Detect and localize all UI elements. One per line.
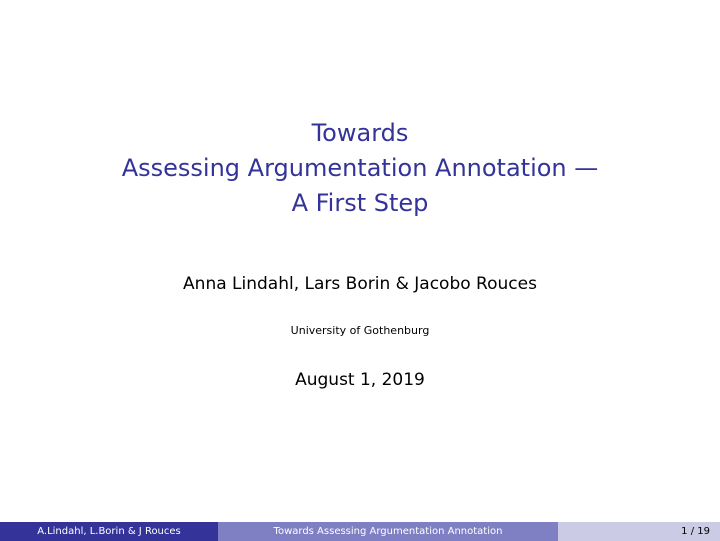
title-line-3: A First Step (291, 189, 429, 217)
footer-page-number: 1 / 19 (558, 522, 720, 541)
footer-bar (0, 522, 720, 541)
title-line-2: Assessing Argumentation Annotation — (121, 154, 599, 182)
footer-authors: A.Lindahl, L.Borin & J Rouces (0, 522, 218, 541)
institute: University of Gothenburg (290, 324, 430, 337)
title-line-1: Towards (311, 119, 409, 147)
footer-title: Towards Assessing Argumentation Annotation (218, 522, 558, 541)
slide-title (0, 116, 720, 221)
date: August 1, 2019 (295, 370, 425, 390)
authors: Anna Lindahl, Lars Borin & Jacobo Rouces (183, 274, 537, 294)
